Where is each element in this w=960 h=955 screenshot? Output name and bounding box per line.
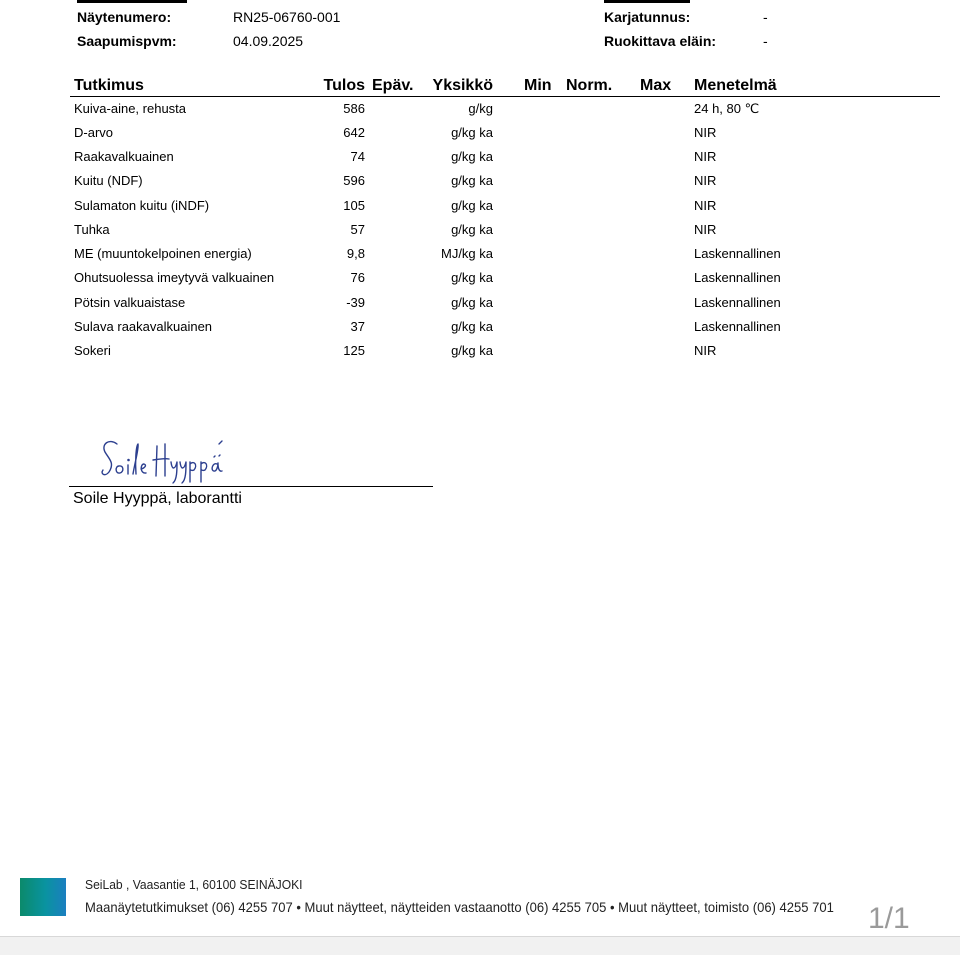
footer-phones: Maanäytetutkimukset (06) 4255 707 • Muut näytteet, näytteiden vastaanotto (06) 4255 705 • Muut näytteet, toimisto (06) 4255 701 (85, 899, 834, 915)
table-row (0, 101, 960, 125)
row-tulos: 125 (343, 343, 365, 358)
row-menetelma: 24 h, 80 ℃ (694, 101, 760, 116)
row-name: Ohutsuolessa imeytyvä valkuainen (74, 270, 275, 285)
cut-off-header-right (604, 0, 704, 3)
table-row (0, 198, 960, 222)
table-row (0, 319, 960, 343)
row-tulos: 642 (343, 125, 365, 140)
table-row (0, 149, 960, 173)
table-row (0, 343, 960, 367)
row-menetelma: NIR (694, 149, 717, 164)
row-name: Sulamaton kuitu (iNDF) (74, 198, 210, 213)
row-yksikko: g/kg ka (451, 149, 493, 164)
page-indicator: 1/1 (868, 902, 910, 935)
seilab-logo (20, 878, 66, 916)
col-tutkimus: Tutkimus (74, 77, 144, 94)
row-menetelma: NIR (694, 343, 717, 358)
row-tulos: 76 (350, 270, 365, 285)
table-row (0, 125, 960, 149)
row-yksikko: g/kg ka (451, 173, 493, 188)
row-menetelma: NIR (694, 173, 717, 188)
viewer-bottom-bar (0, 936, 960, 955)
row-tulos: 57 (350, 222, 365, 237)
row-tulos: 586 (343, 101, 365, 116)
table-row (0, 270, 960, 294)
footer-address: SeiLab , Vaasantie 1, 60100 SEINÄJOKI (85, 877, 303, 892)
row-yksikko: g/kg ka (451, 198, 493, 213)
row-name: Pötsin valkuaistase (74, 295, 186, 310)
table-row (0, 222, 960, 246)
col-yksikko: Yksikkö (432, 77, 493, 94)
signature-line (69, 486, 433, 487)
karjatunnus-label: Karjatunnus: (604, 9, 691, 25)
handwritten-signature (95, 432, 235, 484)
row-yksikko: g/kg ka (451, 270, 493, 285)
row-name: Sulava raakavalkuainen (74, 319, 213, 334)
row-name: ME (muuntokelpoinen energia) (74, 246, 252, 261)
saapumispvm-value: 04.09.2025 (233, 33, 304, 49)
row-menetelma: Laskennallinen (694, 295, 781, 310)
col-tulos: Tulos (323, 77, 365, 94)
row-menetelma: NIR (694, 125, 717, 140)
row-yksikko: g/kg ka (451, 125, 493, 140)
table-row (0, 173, 960, 197)
karjatunnus-value: - (763, 9, 768, 25)
row-name: D-arvo (74, 125, 114, 140)
cut-off-header-left (77, 0, 197, 3)
row-name: Sokeri (74, 343, 111, 358)
row-menetelma: NIR (694, 198, 717, 213)
row-yksikko: g/kg (468, 101, 493, 116)
row-menetelma: Laskennallinen (694, 270, 781, 285)
row-name: Tuhka (74, 222, 110, 237)
col-max: Max (640, 77, 672, 94)
row-menetelma: NIR (694, 222, 717, 237)
ruokittava-label: Ruokittava eläin: (604, 33, 717, 49)
row-yksikko: g/kg ka (451, 295, 493, 310)
row-yksikko: g/kg ka (451, 319, 493, 334)
header-divider (70, 96, 940, 97)
row-name: Raakavalkuainen (74, 149, 174, 164)
ruokittava-value: - (763, 33, 768, 49)
row-name: Kuitu (NDF) (74, 173, 143, 188)
row-name: Kuiva-aine, rehusta (74, 101, 187, 116)
row-menetelma: Laskennallinen (694, 246, 781, 261)
row-yksikko: MJ/kg ka (440, 246, 493, 261)
col-epav: Epäv. (372, 77, 414, 94)
col-min: Min (524, 77, 552, 94)
row-tulos: 596 (343, 173, 365, 188)
row-tulos: 74 (350, 149, 365, 164)
row-tulos: -39 (346, 295, 365, 310)
row-tulos: 37 (350, 319, 365, 334)
row-menetelma: Laskennallinen (694, 319, 781, 334)
col-menetelma: Menetelmä (694, 77, 777, 94)
signer-name-title: Soile Hyyppä, laborantti (73, 490, 242, 507)
row-tulos: 105 (343, 198, 365, 213)
col-norm: Norm. (566, 77, 613, 94)
saapumispvm-label: Saapumispvm: (77, 33, 177, 49)
table-row (0, 246, 960, 270)
row-tulos: 9,8 (346, 246, 365, 261)
naytenumero-value: RN25-06760-001 (233, 9, 341, 25)
row-yksikko: g/kg ka (451, 222, 493, 237)
row-yksikko: g/kg ka (451, 343, 493, 358)
table-row (0, 295, 960, 319)
naytenumero-label: Näytenumero: (77, 9, 172, 25)
